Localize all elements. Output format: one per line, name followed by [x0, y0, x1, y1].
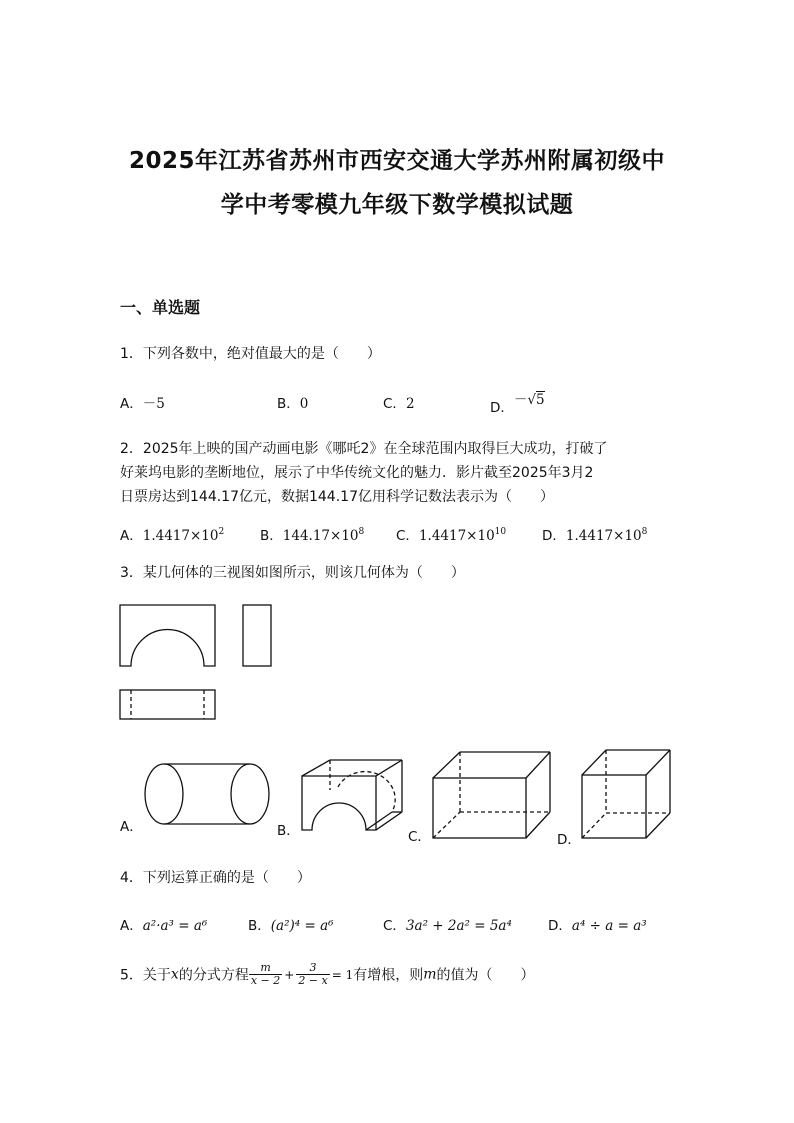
- q1-option-d-radicand: 5: [536, 392, 545, 408]
- q1-option-b-label: B．: [277, 396, 300, 412]
- section-heading: 一、单选题: [120, 298, 201, 317]
- q4-option-a: [120, 914, 207, 934]
- q5-plus: +: [284, 967, 295, 982]
- q2-option-a-label: A．: [120, 528, 143, 544]
- q3-option-b-label: B．: [277, 823, 300, 839]
- q2-option-b-exp: 8: [358, 526, 365, 537]
- q5-prefix: 5．关于: [120, 967, 171, 984]
- q5-fraction-2-denominator: 2 − x: [298, 974, 328, 987]
- page-title-line-1: 2025年江苏省苏州市西安交通大学苏州附属初级中: [128, 148, 665, 174]
- question-2-line-2: 好莱坞电影的垄断地位，展示了中华传统文化的魅力．影片截至2025年3月2: [120, 465, 594, 481]
- q4-option-b-expr: (a²)⁴ = a⁶: [270, 918, 334, 934]
- q1-option-c-value: 2: [405, 396, 415, 412]
- question-1-text: 1．下列各数中，绝对值最大的是（ ）: [120, 346, 381, 362]
- q2-option-b-base: 144.17×10: [282, 528, 359, 544]
- q4-option-b-label: B．: [248, 918, 271, 934]
- option-a-cylinder-figure: [145, 764, 269, 824]
- question-4-text: 4．下列运算正确的是（ ）: [120, 870, 311, 886]
- q1-option-d-prefix: －: [513, 392, 528, 408]
- q2-option-c-exp: 10: [494, 526, 507, 537]
- q4-option-a-label: A．: [120, 918, 143, 934]
- page-title-line-2: 学中考零模九年级下数学模拟试题: [220, 192, 574, 218]
- q4-option-c: [383, 914, 512, 934]
- q2-option-d-exp: 8: [641, 526, 648, 537]
- q2-option-a-base: 1.4417×10: [142, 528, 219, 544]
- q5-equals: = 1: [331, 967, 354, 982]
- q2-option-b-label: B．: [260, 528, 283, 544]
- q4-option-d-expr: a⁴ ÷ a = a³: [571, 918, 647, 934]
- q2-option-d-base: 1.4417×10: [565, 528, 642, 544]
- q3-option-d-label: D．: [557, 832, 581, 848]
- q2-option-a-exp: 2: [218, 526, 225, 537]
- option-c-cuboid-figure: [433, 752, 550, 838]
- q5-var-m: m: [423, 966, 437, 983]
- question-2-line-1: 2．2025年上映的国产动画电影《哪吒2》在全球范围内取得巨大成功，打破了: [120, 441, 608, 457]
- q2-option-c-base: 1.4417×10: [418, 528, 495, 544]
- q5-fraction-2-numerator: 3: [296, 962, 329, 975]
- q5-mid: 的分式方程: [178, 967, 249, 984]
- q1-option-a-label: A．: [120, 396, 143, 412]
- q5-after: 有增根，则: [353, 967, 424, 984]
- q4-option-a-expr: a²·a³ = a⁶: [142, 918, 208, 934]
- question-5: [120, 962, 535, 987]
- q4-option-c-expr: 3a² + 2a² = 5a⁴: [405, 918, 512, 934]
- q5-end: 的值为（ ）: [436, 967, 535, 984]
- q4-option-b: [248, 914, 334, 934]
- q1-option-c-label: C．: [383, 396, 406, 412]
- q5-fraction-1: [249, 962, 282, 987]
- q2-option-d-label: D．: [542, 528, 566, 544]
- sqrt-icon: √: [527, 392, 537, 408]
- option-b-arch-prism-figure: [302, 760, 402, 830]
- q5-fraction-2: [296, 962, 329, 987]
- q3-option-a-label: A．: [120, 819, 143, 835]
- option-d-cube-figure: [582, 750, 670, 838]
- q4-option-d: [548, 914, 647, 934]
- q5-fraction-1-denominator: x − 2: [250, 974, 281, 987]
- q5-var-x: x: [170, 966, 179, 983]
- q4-option-c-label: C．: [383, 918, 406, 934]
- q5-fraction-1-numerator: m: [249, 962, 282, 975]
- q4-option-d-label: D．: [548, 918, 572, 934]
- question-3-text: 3．某几何体的三视图如图所示，则该几何体为（ ）: [120, 565, 465, 581]
- q3-option-c-label: C．: [408, 829, 431, 845]
- q2-option-c-label: C．: [396, 528, 419, 544]
- q1-option-d-label: D．: [490, 400, 514, 416]
- question-2-line-3: 日票房达到144.17亿元，数据144.17亿用科学记数法表示为（ ）: [120, 489, 554, 505]
- q1-option-a-value: －5: [142, 396, 165, 412]
- q1-option-b-value: 0: [299, 396, 309, 412]
